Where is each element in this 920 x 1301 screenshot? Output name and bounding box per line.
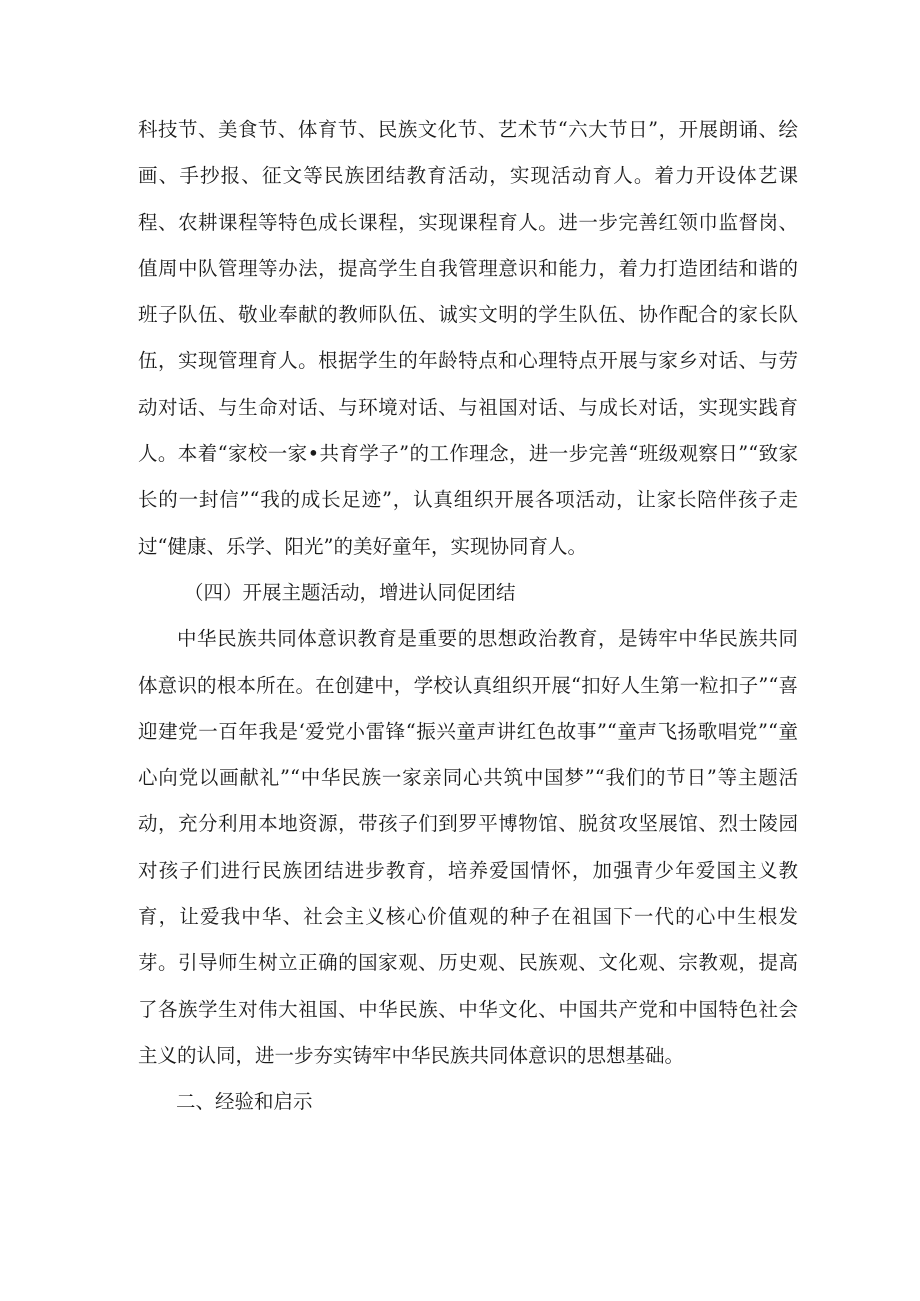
document-body [138,107,798,1126]
paragraph-continued: 科技节、美食节、体育节、民族文化节、艺术节“六大节日”，开展朗诵、绘画、手抄报、征文等民族团结教育活动，实现活动育人。着力开设体艺课程、农耕课程等特色成长课程，实现课程育人。进一步完善红领巾监督岗、值周中队管理等办法，提高学生自我管理意识和能力，着力打造团结和谐的班子队伍、敬业奉献的教师队伍、诚实文明的学生队伍、协作配合的家长队伍，实现管理育人。根据学生的年龄特点和心理特点开展与家乡对话、与劳动对话、与生命对话、与环境对话、与祖国对话、与成长对话，实现实践育人。本着“家校一家•共育学子”的工作理念，进一步完善“班级观察日”“致家长的一封信”“我的成长足迹”，认真组织开展各项活动，让家长陪伴孩子走过“健康、乐学、阳光”的美好童年，实现协同育人。 [138,118,798,558]
section-heading-2: 二、经验和启示 [176,1090,313,1114]
section-heading-4: （四）开展主题活动，增进认同促团结 [184,580,516,604]
paragraph-theme-activities: 中华民族共同体意识教育是重要的思想政治教育，是铸牢中华民族共同体意识的根本所在。在创建中，学校认真组织开展“扣好人生第一粒扣子”“喜迎建党一百年我是‘爱党小雷锋“振兴童声讲红色故事”“童声飞扬歌唱党”“童心向党以画献礼”“中华民族一家亲同心共筑中国梦”“我们的节日”等主题活动，充分利用本地资源，带孩子们到罗平博物馆、脱贫攻坚展馆、烈士陵园对孩子们进行民族团结进步教育，培养爱国情怀，加强青少年爱国主义教育，让爱我中华、社会主义核心价值观的种子在祖国下一代的心中生根发芽。引导师生树立正确的国家观、历史观、民族观、文化观、宗教观，提高了各族学生对伟大祖国、中华民族、中华文化、中国共产党和中国特色社会主义的认同，进一步夯实铸牢中华民族共同体意识的思想基础。 [138,627,798,1067]
